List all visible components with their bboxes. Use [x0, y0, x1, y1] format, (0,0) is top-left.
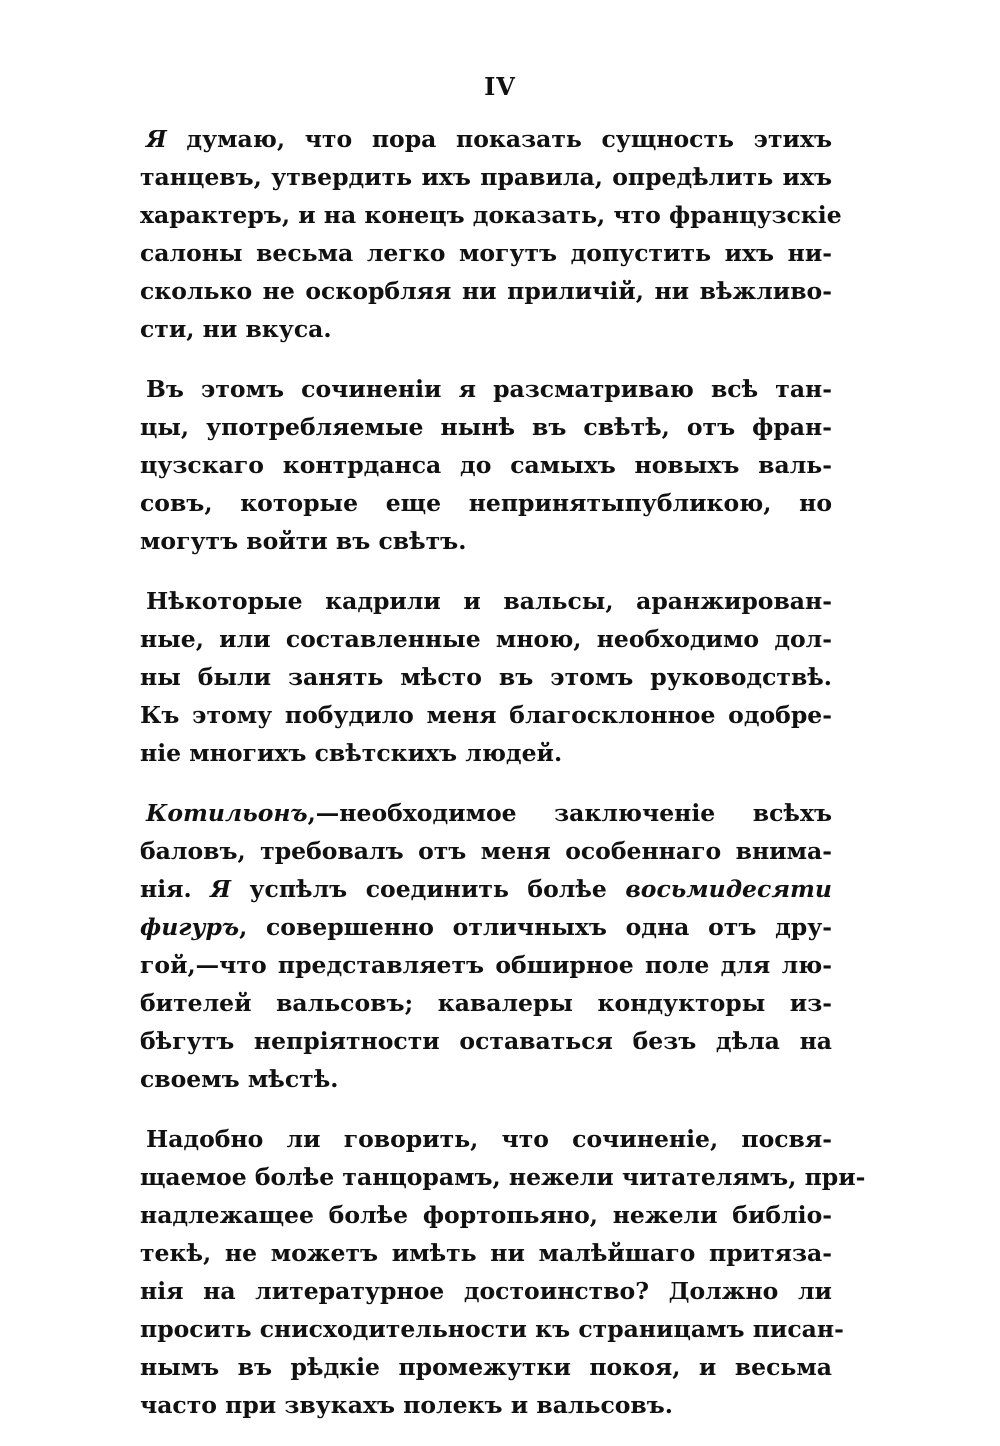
- text-segment: могутъ войти въ свѣтъ.: [140, 527, 467, 555]
- text-line: [140, 1310, 844, 1348]
- text-line: [140, 1386, 832, 1424]
- text-line: [140, 234, 832, 272]
- text-line: [140, 620, 832, 658]
- text-line: [140, 158, 832, 196]
- paragraph: [140, 794, 832, 1098]
- text-segment: ,—необходимое заключеніе всѣхъ: [307, 799, 832, 827]
- text-line: [140, 794, 832, 832]
- text-line: [140, 582, 832, 620]
- text-segment: , совершенно отличныхъ одна отъ дру-: [239, 913, 832, 941]
- italic-text: Я: [210, 875, 231, 903]
- text-segment: щаемое болѣе танцорамъ, нежели читателямъ, при-: [140, 1163, 866, 1191]
- text-line: [140, 870, 832, 908]
- text-line: [140, 1158, 866, 1196]
- text-segment: нымъ въ рѣдкіе промежутки покоя, и весьма: [140, 1353, 832, 1381]
- page-number: IV: [484, 72, 516, 101]
- text-segment: характеръ, и на конецъ доказать, что французскіе: [140, 201, 842, 229]
- text-segment: сколько не оскорбляя ни приличій, ни вѣжливо-: [140, 277, 832, 305]
- text-segment: баловъ, требовалъ отъ меня особеннаго внима-: [140, 837, 832, 865]
- text-line: [140, 120, 832, 158]
- text-segment: ны были занять мѣсто въ этомъ руководствѣ.: [140, 663, 832, 691]
- paragraph: [140, 582, 832, 772]
- text-segment: своемъ мѣстѣ.: [140, 1065, 339, 1093]
- text-segment: думаю, что пора показать сущность этихъ: [166, 125, 832, 153]
- paragraph: [140, 1120, 866, 1424]
- text-line: [140, 696, 832, 734]
- text-segment: салоны весьма легко могутъ допустить ихъ ни-: [140, 239, 832, 267]
- text-line: [140, 408, 832, 446]
- text-line: [140, 446, 832, 484]
- text-line: [140, 1196, 832, 1234]
- text-line: [140, 272, 832, 310]
- italic-text: Котильонъ: [146, 799, 308, 827]
- text-line: [140, 522, 832, 560]
- text-segment: нія.: [140, 875, 211, 903]
- text-segment: бителей вальсовъ; кавалеры кондукторы из-: [140, 989, 832, 1017]
- text-segment: текѣ, не можетъ имѣть ни малѣйшаго притяза-: [140, 1239, 832, 1267]
- text-segment: надлежащее болѣе фортопьяно, нежели библіо-: [140, 1201, 832, 1229]
- text-line: [140, 908, 832, 946]
- text-segment: танцевъ, утвердить ихъ правила, опредѣлить ихъ: [140, 163, 832, 191]
- text-segment: Нѣкоторые кадрили и вальсы, аранжирован-: [146, 587, 832, 615]
- text-line: [140, 370, 832, 408]
- text-line: [140, 734, 832, 772]
- body-text: [140, 120, 866, 1446]
- italic-text: фигуръ: [140, 913, 240, 941]
- text-segment: Въ этомъ сочиненіи я разсматриваю всѣ тан-: [146, 375, 832, 403]
- text-segment: цузскаго контрданса до самыхъ новыхъ валь-: [140, 451, 832, 479]
- text-segment: Къ этому побудило меня благосклонное одобре-: [140, 701, 832, 729]
- italic-text: Я: [146, 125, 167, 153]
- text-segment: бѣгутъ непріятности оставаться безъ дѣла на: [140, 1027, 832, 1055]
- text-line: [140, 1272, 832, 1310]
- text-segment: просить снисходительности къ страницамъ писан-: [140, 1315, 844, 1343]
- text-line: [140, 832, 832, 870]
- paragraph: [140, 370, 832, 560]
- text-line: [140, 196, 842, 234]
- text-line: [140, 1060, 832, 1098]
- text-segment: сти, ни вкуса.: [140, 315, 332, 343]
- text-segment: гой,—что представляетъ обширное поле для лю-: [140, 951, 832, 979]
- text-segment: успѣлъ соединить болѣе: [230, 875, 626, 903]
- italic-text: восьмидесяти: [625, 875, 832, 903]
- text-line: [140, 1022, 832, 1060]
- text-segment: совъ, которые еще непринятыпубликою, но: [140, 489, 832, 517]
- text-line: [140, 1120, 832, 1158]
- text-segment: ные, или составленные мною, необходимо дол-: [140, 625, 832, 653]
- text-line: [140, 1234, 832, 1272]
- text-segment: нія на литературное достоинство? Должно ли: [140, 1277, 832, 1305]
- text-line: [140, 310, 832, 348]
- text-line: [140, 658, 832, 696]
- text-segment: ніе многихъ свѣтскихъ людей.: [140, 739, 563, 767]
- paragraph: [140, 120, 842, 348]
- text-line: [140, 946, 832, 984]
- text-segment: часто при звукахъ полекъ и вальсовъ.: [140, 1391, 673, 1419]
- text-line: [140, 984, 832, 1022]
- text-line: [140, 1348, 832, 1386]
- text-segment: цы, употребляемые нынѣ въ свѣтѣ, отъ фран-: [140, 413, 832, 441]
- text-segment: Надобно ли говорить, что сочиненіе, посвя-: [146, 1125, 832, 1153]
- text-line: [140, 484, 832, 522]
